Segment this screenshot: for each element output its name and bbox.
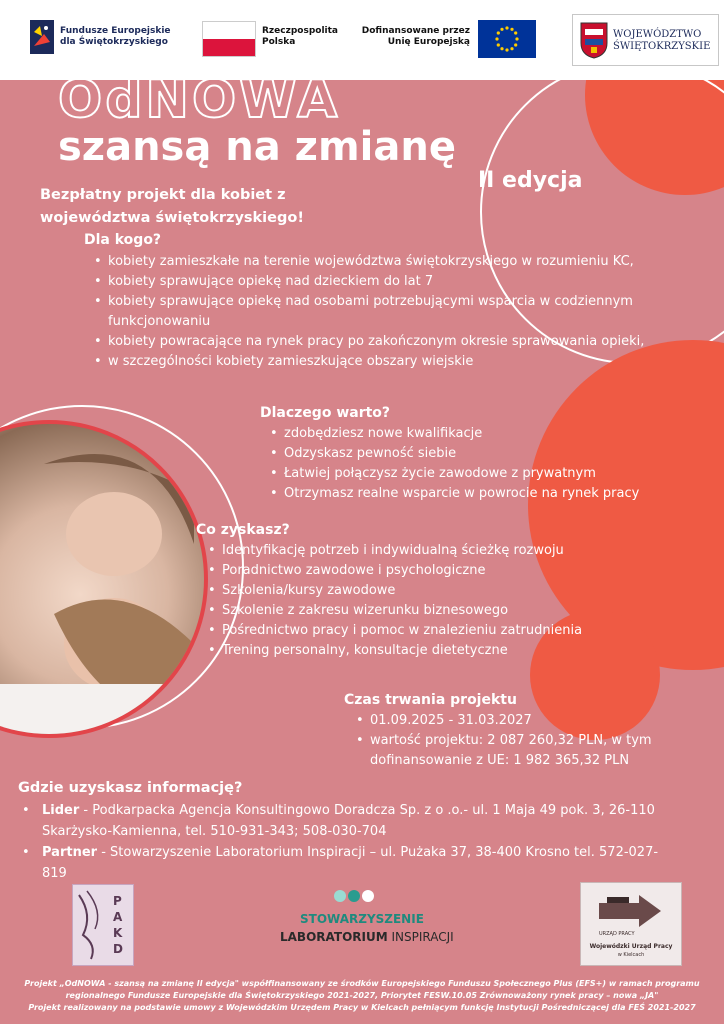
list-item: • Trening personalny, konsultacje dietetyczne xyxy=(208,641,716,661)
fe-logo-text: Fundusze Europejskie dla Świętokrzyskiego xyxy=(60,26,171,47)
list-item-partner xyxy=(22,842,662,884)
edition-label: II edycja xyxy=(478,168,583,193)
duration-list xyxy=(356,711,714,771)
fe-flag-icon xyxy=(30,20,54,54)
list-item-leader xyxy=(22,800,662,842)
urzad-pracy-line3: w Kielcach xyxy=(617,952,645,958)
stowarzyszenie-logo xyxy=(278,886,454,956)
partner-label: Partner xyxy=(42,845,98,860)
coat-of-arms-icon xyxy=(579,21,609,59)
list-item: • kobiety zamieszkałe na terenie województwa świętokrzyskiego w rozumieniu KC, xyxy=(94,252,714,272)
list-item: • Otrzymasz realne wsparcie w powrocie na rynek pracy xyxy=(270,484,720,504)
list-item: • Łatwiej połączysz życie zawodowe z prywatnym xyxy=(270,464,720,484)
list-item: • zdobędziesz nowe kwalifikacje xyxy=(270,424,720,444)
section-duration xyxy=(344,692,714,771)
why-list xyxy=(270,424,720,504)
gain-list xyxy=(208,541,716,661)
section-heading: Czas trwania projektu xyxy=(344,692,517,708)
list-item: • kobiety powracające na rynek pracy po zakończonym okresie sprawowania opieki, xyxy=(94,332,714,352)
list-item: • Poradnictwo zawodowe i psychologiczne xyxy=(208,561,716,581)
urzad-pracy-logo xyxy=(580,882,682,966)
section-heading: Dlaczego warto? xyxy=(260,405,391,421)
section-for-whom xyxy=(84,232,724,372)
wojewodztwo-text: WOJEWÓDZTWO ŚWIĘTOKRZYSKIE xyxy=(613,29,711,52)
pakd-text: PAKD xyxy=(113,894,123,956)
list-item: • wartość projektu: 2 087 260,32 PLN, w tym dofinansowanie z UE: 1 982 365,32 PLN xyxy=(356,731,714,771)
section-heading: Co zyskasz? xyxy=(196,522,290,538)
footer-line-3: Projekt realizowany na podstawie umowy z Wojewódzkim Urzędem Pracy w Kielcach pełniącym funkcję Instytucji Pośredniczącej dla FEŚ 2021-2027 xyxy=(28,1003,696,1012)
list-item: • Identyfikację potrzeb i indywidualną ścieżkę rozwoju xyxy=(208,541,716,561)
leader-label: Lider xyxy=(42,803,80,818)
wojewodztwo-logo xyxy=(572,14,719,66)
rp-logo-text: Rzeczpospolita Polska xyxy=(262,26,338,47)
section-heading: Gdzie uzyskasz informację? xyxy=(18,780,243,796)
section-why xyxy=(260,405,720,504)
bubbles-icon xyxy=(328,886,388,906)
partner-text: - Stowarzyszenie Laboratorium Inspiracji – ul. Pużaka 37, 38-400 Krosno tel. 572-027-819 xyxy=(42,845,659,881)
stowarzyszenie-line1: STOWARZYSZENIE xyxy=(300,912,424,926)
footer-line-2: regionalnego Fundusze Europejskie dla Świętokrzyskiego 2021-2027, Priorytet FESW.10.05 Zrównoważony rynek pracy – nowa „JA" xyxy=(65,991,659,1000)
for-whom-list xyxy=(94,252,714,372)
footer xyxy=(0,972,724,1024)
urzad-pracy-line1: URZĄD PRACY xyxy=(599,931,635,937)
list-item: • Pośrednictwo pracy i pomoc w znalezieniu zatrudnienia xyxy=(208,621,716,641)
list-item: • Szkolenia/kursy zawodowe xyxy=(208,581,716,601)
arrow-icon xyxy=(599,893,663,929)
logo-bar xyxy=(0,0,724,80)
leader-text: - Podkarpacka Agencja Konsultingowo Doradcza Sp. z o .o.- ul. 1 Maja 49 pok. 3, 26-110 Skarżysko-Kamienna, tel. 510-931-343; 508-030-704 xyxy=(42,803,655,839)
urzad-pracy-line2: Wojewódzki Urząd Pracy xyxy=(589,943,673,950)
eu-flag-icon xyxy=(478,20,536,58)
list-item: • w szczególności kobiety zamieszkujące obszary wiejskie xyxy=(94,352,714,372)
list-item: • kobiety sprawujące opiekę nad osobami potrzebującymi wsparcia w codziennym funkcjonowaniu xyxy=(94,292,714,332)
project-subtitle: szansą na zmianę xyxy=(58,124,456,170)
info-list xyxy=(22,800,662,884)
list-item: • Szkolenie z zakresu wizerunku biznesowego xyxy=(208,601,716,621)
poland-flag-icon xyxy=(202,21,256,57)
list-item: • Odzyskasz pewność siebie xyxy=(270,444,720,464)
project-title: OdNOWA xyxy=(58,70,341,130)
list-item: • kobiety sprawujące opiekę nad dzieckiem do lat 7 xyxy=(94,272,714,292)
section-heading: Dla kogo? xyxy=(84,232,162,248)
section-gain xyxy=(196,522,716,661)
pakd-logo xyxy=(72,884,134,966)
ue-logo-text: Dofinansowane przez Unię Europejską xyxy=(361,26,470,47)
intro-text: Bezpłatny projekt dla kobiet z województwa świętokrzyskiego! xyxy=(40,187,304,226)
section-info xyxy=(18,780,718,884)
stowarzyszenie-line2: LABORATORIUM INSPIRACJI xyxy=(280,930,454,944)
list-item: • 01.09.2025 - 31.03.2027 xyxy=(356,711,714,731)
footer-line-1: Projekt „OdNOWA - szansą na zmianę II edycja" współfinansowany ze środków Europejskiego Funduszu Społecznego Plus (EFS+) w ramach programu xyxy=(24,979,700,988)
